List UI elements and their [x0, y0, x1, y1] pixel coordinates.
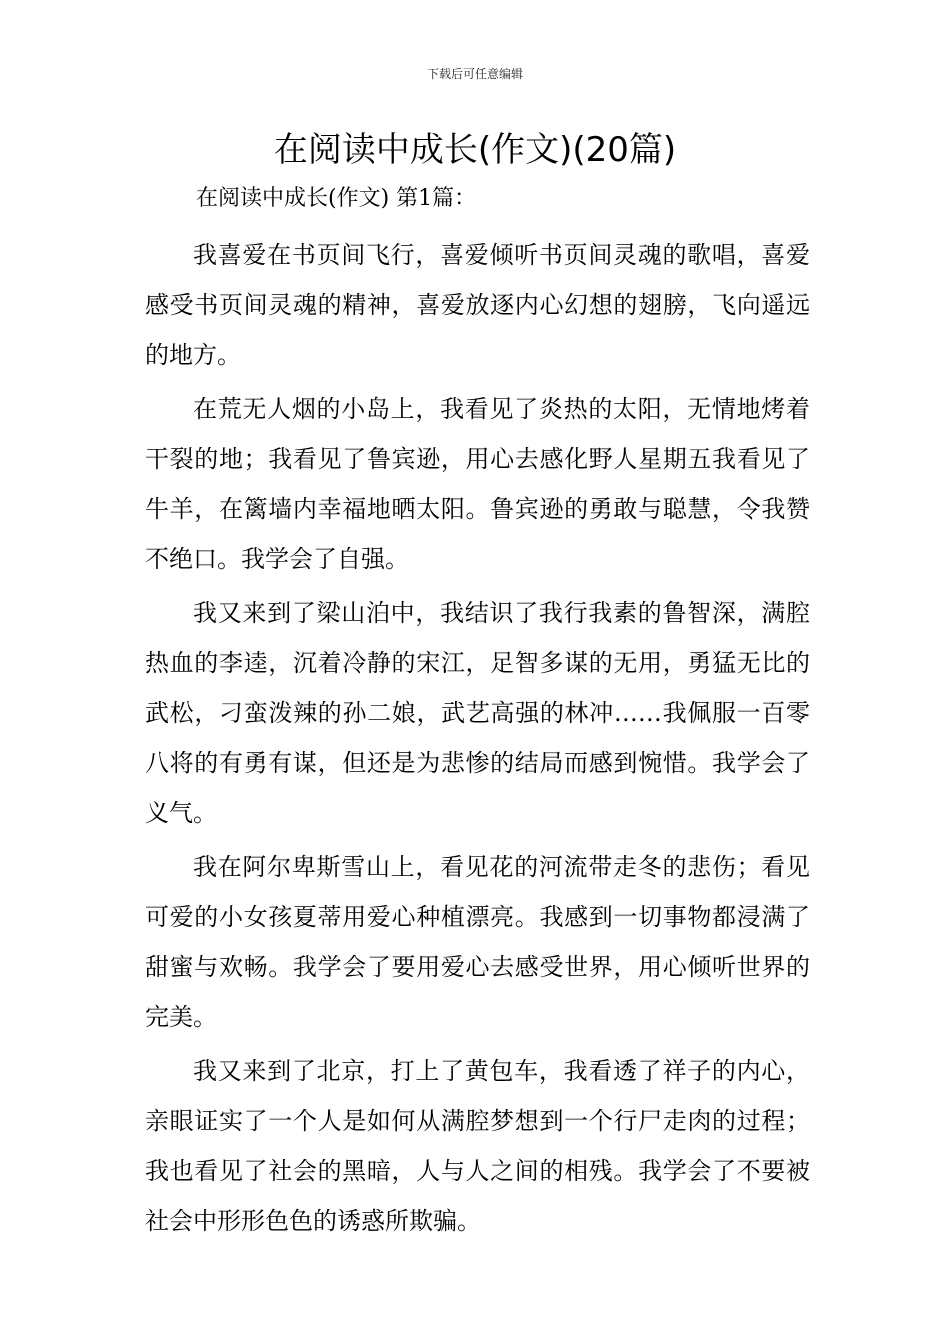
paragraph-4: 我在阿尔卑斯雪山上，看见花的河流带走冬的悲伤；看见可爱的小女孩夏蒂用爱心种植漂亮。我感到一切事物都浸满了甜蜜与欢畅。我学会了要用爱心去感受世界，用心倾听世界的完美。 — [145, 853, 810, 1031]
section-heading: 在阅读中成长(作文) 第1篇： — [196, 186, 477, 211]
paragraph-3: 我又来到了梁山泊中，我结识了我行我素的鲁智深，满腔热血的李逵，沉着冷静的宋江，足智多谋的无用，勇猛无比的武松，刁蛮泼辣的孙二娘，武艺高强的林冲……我佩服一百零八将的有勇有谋，但还是为悲惨的结局而感到惋惜。我学会了义气。 — [145, 599, 810, 827]
document-title: 在阅读中成长(作文)(20篇) — [273, 130, 677, 170]
paragraph-5: 我又来到了北京，打上了黄包车，我看透了祥子的内心，亲眼证实了一个人是如何从满腔梦想到一个行尸走肉的过程；我也看见了社会的黑暗，人与人之间的相残。我学会了不要被社会中形形色色的诱惑所欺骗。 — [145, 1057, 810, 1235]
page-header-note: 下载后可任意编辑 — [426, 67, 523, 81]
article-body — [145, 230, 810, 1250]
paragraph-1: 我喜爱在书页间飞行，喜爱倾听书页间灵魂的歌唱，喜爱感受书页间灵魂的精神，喜爱放逐内心幻想的翅膀，飞向遥远的地方。 — [145, 241, 810, 369]
paragraph-2: 在荒无人烟的小岛上，我看见了炎热的太阳，无情地烤着干裂的地；我看见了鲁宾逊，用心去感化野人星期五我看见了牛羊，在篱墙内幸福地晒太阳。鲁宾逊的勇敢与聪慧，令我赞不绝口。我学会了自强。 — [145, 395, 810, 573]
